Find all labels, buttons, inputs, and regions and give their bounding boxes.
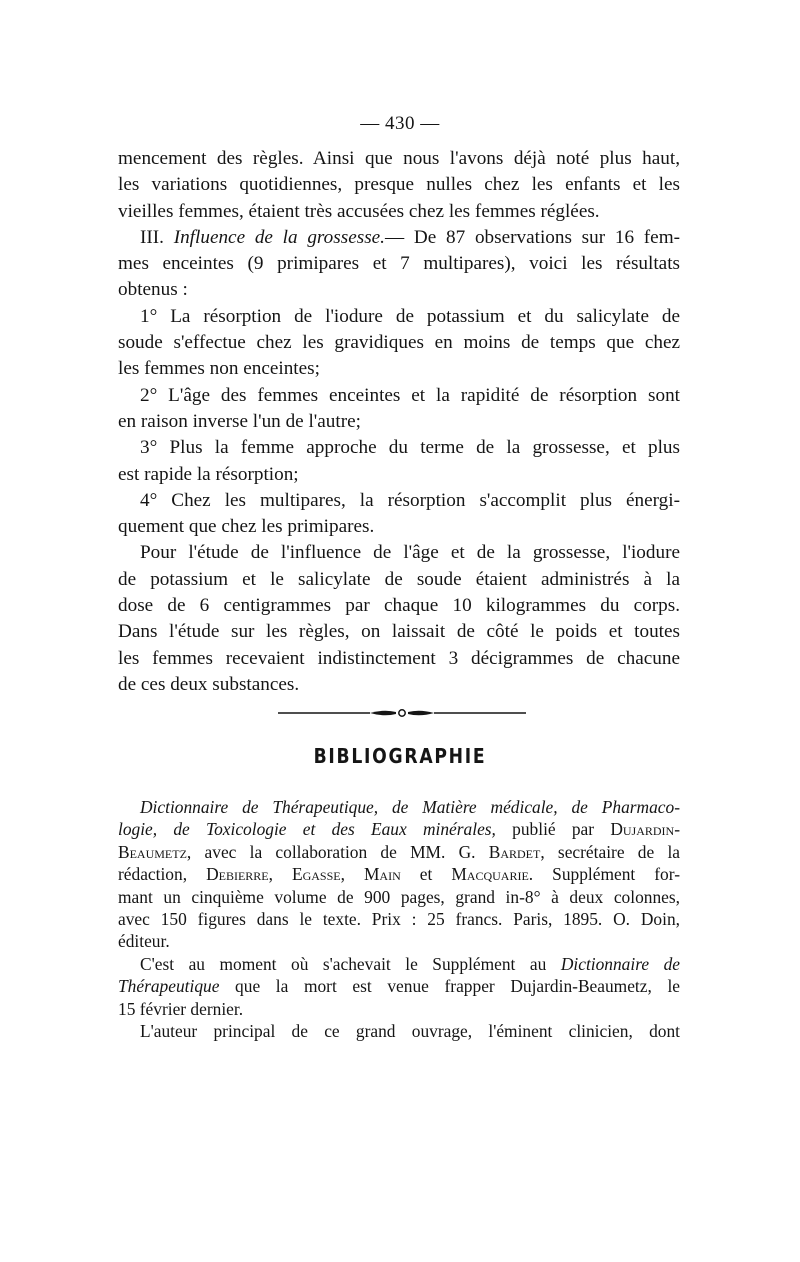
section-lead: — De 87 observations sur 16 fem- — [384, 226, 681, 248]
citation-line: mant un cinquième volume de 900 pages, grand in-8° à deux colonnes, — [118, 886, 680, 907]
text-line: soude s'effectue chez les gravidiques en moins de temps que chez — [118, 332, 680, 354]
review-line — [118, 953, 680, 975]
section-title: Influence de la grossesse. — [173, 226, 385, 248]
author-name: Dujardin- — [610, 819, 680, 840]
citation-text: Supplément for- — [533, 864, 680, 885]
section-heading — [118, 225, 680, 251]
bibliography-heading: BIBLIOGRAPHIE — [313, 744, 487, 768]
text-line: mencement des règles. Ainsi que nous l'avons déjà noté plus haut, — [118, 148, 680, 169]
page-number: — 430 — — [360, 113, 440, 134]
text-line: de ces deux substances. — [118, 673, 300, 695]
citation-text: avec la collaboration de MM. G. — [191, 841, 489, 862]
ornamental-divider — [278, 703, 526, 723]
book-title: Dictionnaire de Thérapeutique, de Matière médicale, de Pharmaco- — [140, 797, 680, 817]
collaborator-names: Debierre, Egasse, Main — [206, 864, 401, 885]
text-line: mes enceintes (9 primipares et 7 multipares), voici les résultats — [118, 253, 680, 275]
review-text: que la mort est venue frapper Dujardin-Beaumetz, le — [219, 976, 680, 997]
review-line — [118, 975, 680, 997]
citation-line: avec 150 figures dans le texte. Prix : 25 francs. Paris, 1895. O. Doin, — [118, 909, 680, 930]
main-text — [118, 146, 680, 698]
citation-text: secrétaire de la — [544, 841, 680, 862]
list-item: 2° L'âge des femmes enceintes et la rapidité de résorption sont — [140, 384, 680, 406]
citation-line — [118, 818, 680, 840]
citation-line — [118, 841, 680, 863]
bibliography-entry — [118, 796, 680, 1042]
section-number: III. — [140, 226, 174, 248]
citation-text: rédaction, — [118, 864, 207, 885]
text-line: obtenus : — [118, 279, 188, 301]
text-line: dose de 6 centigrammes par chaque 10 kilogrammes du corps. — [118, 595, 680, 617]
paragraph-start: Pour l'étude de l'influence de l'âge et de la grossesse, l'iodure — [140, 542, 680, 564]
citation-text: publié par — [495, 819, 611, 840]
text-line: est rapide la résorption; — [118, 463, 299, 485]
text-line: les variations quotidiennes, presque nulles chez les enfants et les — [118, 174, 680, 196]
citation-text: et — [400, 864, 452, 885]
text-line: les femmes recevaient indistinctement 3 décigrammes de chacune — [118, 647, 680, 669]
list-item: 3° Plus la femme approche du terme de la grossesse, et plus — [140, 437, 680, 459]
citation-line — [118, 796, 680, 818]
text-line: les femmes non enceintes; — [118, 358, 320, 380]
text-line: de potassium et le salicylate de soude étaient administrés à la — [118, 568, 680, 590]
text-line: vieilles femmes, étaient très accusées chez les femmes réglées. — [118, 200, 600, 222]
collaborator-name: Macquarie. — [451, 864, 534, 885]
list-item: 4° Chez les multipares, la résorption s'accomplit plus énergi- — [140, 489, 680, 511]
review-line: 15 février dernier. — [118, 998, 244, 1019]
book-title: Dictionnaire de — [560, 953, 680, 974]
review-text: C'est au moment où s'achevait le Supplément au — [140, 953, 561, 974]
author-name-cont: Beaumetz, — [118, 841, 192, 862]
collaborator-name: Bardet, — [488, 841, 545, 862]
review-line: L'auteur principal de ce grand ouvrage, l'éminent clinicien, dont — [140, 1021, 680, 1042]
citation-line: éditeur. — [118, 931, 170, 952]
text-line: Dans l'étude sur les règles, on laissait de côté le poids et toutes — [118, 621, 680, 643]
list-item: 1° La résorption de l'iodure de potassium et du salicylate de — [140, 305, 680, 327]
book-title-cont: Thérapeutique — [118, 976, 220, 997]
text-line: quement que chez les primipares. — [118, 516, 375, 538]
text-line: en raison inverse l'un de l'autre; — [118, 410, 361, 432]
book-title-cont: logie, de Toxicologie et des Eaux minérales, — [118, 819, 496, 840]
citation-line — [118, 863, 680, 885]
